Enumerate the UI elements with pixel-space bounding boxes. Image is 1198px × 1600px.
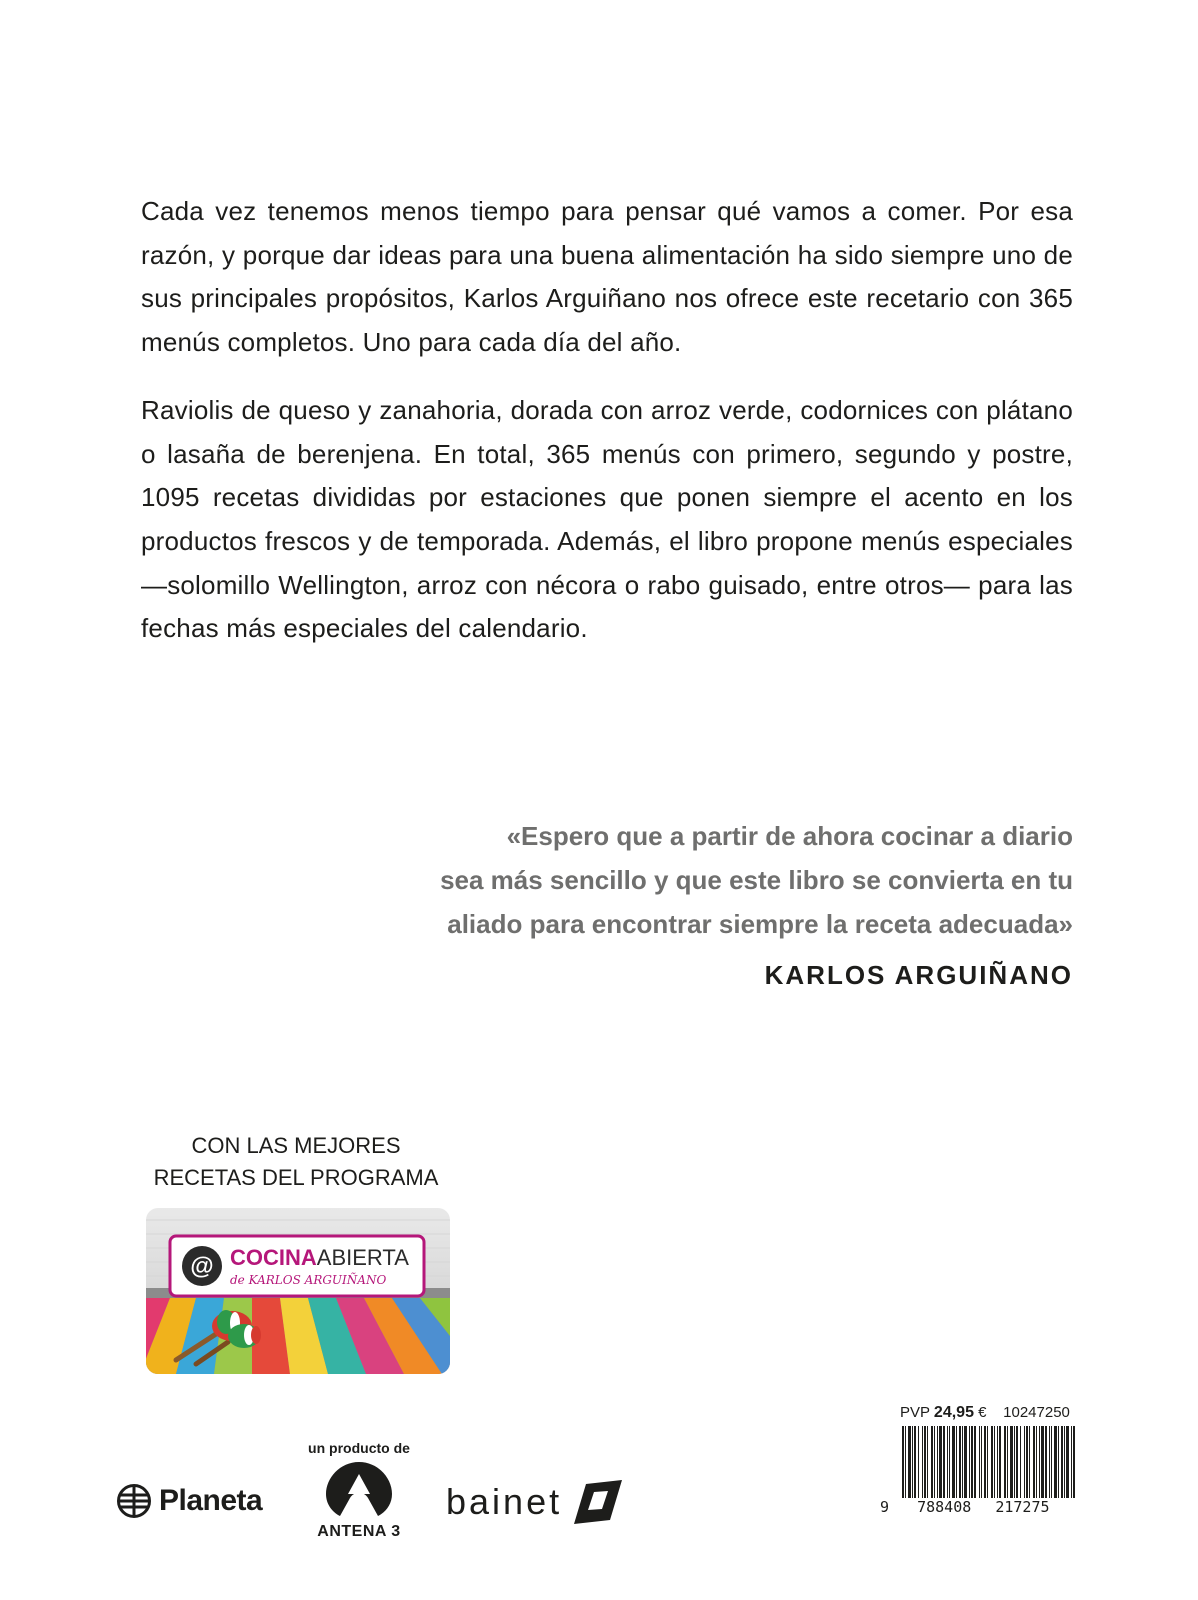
bainet-logo — [446, 1478, 624, 1526]
barcode-bar — [1054, 1426, 1057, 1498]
antena3-logo — [296, 1440, 422, 1541]
barcode-bar — [1007, 1426, 1008, 1498]
barcode-bar — [931, 1426, 933, 1498]
barcode-bar — [981, 1426, 982, 1498]
barcode-bar — [902, 1426, 904, 1498]
bainet-emblem-icon — [564, 1478, 624, 1526]
barcode-bar — [994, 1426, 995, 1498]
barcode-bar — [962, 1426, 963, 1498]
quote-line-1: «Espero que a partir de ahora cocinar a diario — [506, 821, 1073, 851]
barcode-bar — [1029, 1426, 1030, 1498]
barcode-bar — [991, 1426, 993, 1498]
isbn-group-1: 788408 — [917, 1498, 972, 1516]
bainet-wordmark: bainet — [446, 1481, 563, 1522]
barcode-bar — [959, 1426, 961, 1498]
barcode-bar — [1058, 1426, 1059, 1498]
barcode-bar — [952, 1426, 955, 1498]
barcode-bar — [943, 1426, 945, 1498]
barcode-bar — [949, 1426, 950, 1498]
barcode-bar — [1020, 1426, 1021, 1498]
antena-caption: un producto de — [308, 1440, 410, 1456]
barcode-bar — [914, 1426, 916, 1498]
barcode-bar — [974, 1426, 976, 1498]
antena3-emblem-icon — [324, 1460, 394, 1518]
barcode-bar — [1064, 1426, 1065, 1498]
isbn-barcode — [900, 1426, 1076, 1498]
show-name-abierta: ABIERTA — [316, 1245, 409, 1270]
cocina-abierta-show-image — [146, 1208, 450, 1374]
barcode-bar — [969, 1426, 970, 1498]
barcode-bar — [1010, 1426, 1013, 1498]
barcode-bar — [1041, 1426, 1044, 1498]
at-logo-icon: @ — [190, 1253, 214, 1280]
barcode-bar — [1073, 1426, 1075, 1498]
barcode-bar — [1039, 1426, 1040, 1498]
barcode-bar — [1066, 1426, 1069, 1498]
pvp-label: PVP — [900, 1404, 930, 1421]
barcode-bar — [1024, 1426, 1025, 1498]
promo-line-1: CON LAS MEJORES — [191, 1133, 401, 1158]
barcode-bar — [1071, 1426, 1072, 1498]
description-paragraph-1: Cada vez tenemos menos tiempo para pensar qué vamos a comer. Por esa razón, y porque dar ideas para una buena alimentación ha sido siempre uno de sus principales propósitos, Karlos Arguiñano nos ofrece este recetario con 365 menús completos. Uno para cada día del año. — [141, 196, 1073, 358]
barcode-bar — [937, 1426, 938, 1498]
barcode-bar — [1049, 1426, 1050, 1498]
barcode-bar — [1026, 1426, 1028, 1498]
barcode-bar — [1045, 1426, 1047, 1498]
planeta-wordmark: Planeta — [159, 1484, 263, 1517]
barcode-bar — [905, 1426, 906, 1498]
promo-line-2: RECETAS DEL PROGRAMA — [153, 1165, 439, 1190]
barcode-bar — [984, 1426, 986, 1498]
barcode-bar — [1051, 1426, 1052, 1498]
isbn-number — [880, 1498, 1076, 1516]
author-quote — [313, 814, 1073, 946]
description-paragraph-2: Raviolis de queso y zanahoria, dorada con arroz verde, codornices con plátano o lasaña de berenjena. En total, 365 menús con primero, segundo y postre, 1095 recetas divididas por estaciones que ponen siempre el acento en los productos frescos y de temporada. Además, el libro propone menús especiales —solomillo Wellington, arroz con nécora o rabo guisado, entre otros— para las fechas más especiales del calendario. — [141, 394, 1073, 644]
price-currency: € — [978, 1404, 987, 1421]
barcode-bar — [939, 1426, 942, 1498]
quote-author: KARLOS ARGUIÑANO — [764, 960, 1073, 990]
barcode-bar — [1033, 1426, 1035, 1498]
barcode-bar — [971, 1426, 973, 1498]
product-code: 10247250 — [1003, 1404, 1070, 1421]
svg-text:COCINAABIERTA — [230, 1245, 409, 1270]
barcode-bar — [912, 1426, 913, 1498]
show-sub-name: KARLOS ARGUIÑANO — [248, 1273, 387, 1287]
quote-line-2: sea más sencillo y que este libro se convierta en tu — [440, 865, 1073, 895]
quote-line-3: aliado para encontrar siempre la receta adecuada» — [447, 909, 1073, 939]
barcode-bar — [924, 1426, 926, 1498]
book-description — [141, 190, 1073, 651]
globe-icon — [117, 1484, 151, 1518]
barcode-bar — [979, 1426, 980, 1498]
barcode-bar — [964, 1426, 967, 1498]
barcode-bar — [956, 1426, 957, 1498]
isbn-first-digit: 9 — [880, 1498, 890, 1516]
barcode-bar — [927, 1426, 928, 1498]
barcode-bar — [918, 1426, 919, 1498]
price-value: 24,95 — [933, 1404, 974, 1421]
price-info — [900, 1404, 1075, 1422]
antena-name: ANTENA 3 — [317, 1523, 401, 1540]
program-promo — [141, 1130, 451, 1194]
planeta-logo — [117, 1484, 262, 1518]
barcode-bar — [997, 1426, 998, 1498]
barcode-bar — [987, 1426, 988, 1498]
svg-text:de KARLOS ARGUIÑANO — [230, 1272, 386, 1287]
barcode-bar — [908, 1426, 911, 1498]
isbn-group-2: 217275 — [995, 1498, 1050, 1516]
barcode-bar — [1014, 1426, 1015, 1498]
barcode-bar — [1061, 1426, 1063, 1498]
show-name-cocina: COCINA — [230, 1245, 317, 1270]
barcode-bar — [947, 1426, 948, 1498]
barcode-bar — [934, 1426, 935, 1498]
show-sub-de: de — [230, 1273, 245, 1287]
barcode-bar — [1004, 1426, 1006, 1498]
barcode-bar — [999, 1426, 1001, 1498]
barcode-bar — [1016, 1426, 1018, 1498]
barcode-bar — [922, 1426, 923, 1498]
barcode-bar — [1036, 1426, 1037, 1498]
